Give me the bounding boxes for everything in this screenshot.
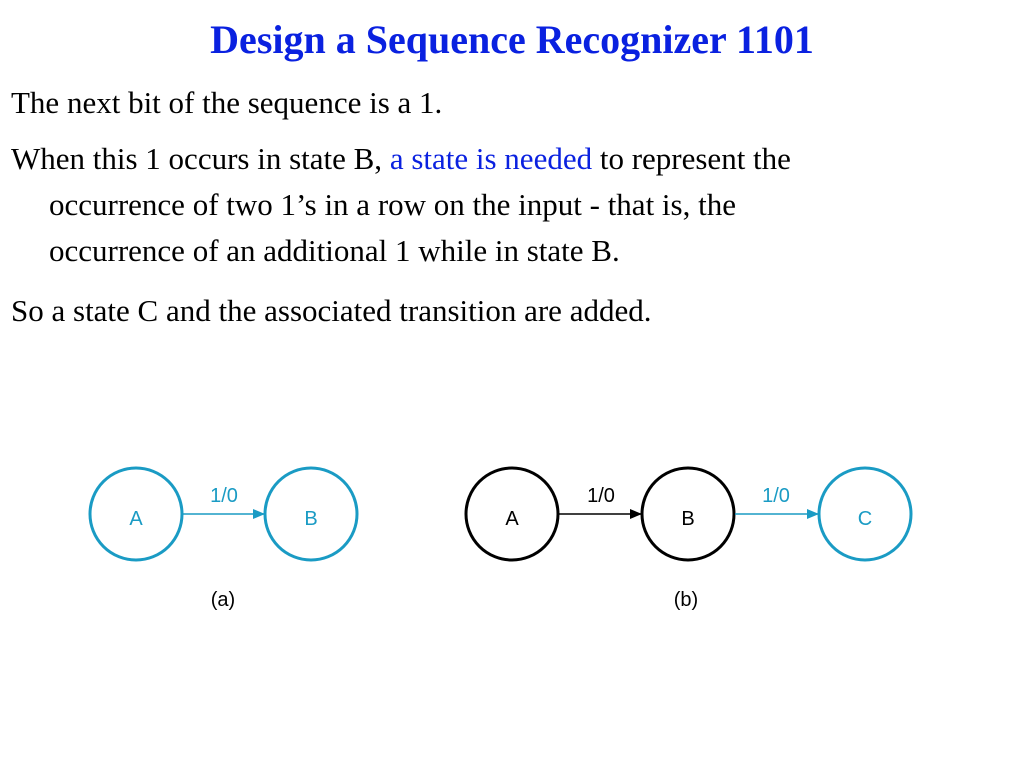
bullet-text: So a state C and the associated transition are added. bbox=[11, 293, 652, 328]
diagram-b bbox=[466, 468, 911, 611]
bullet-continuation-line: occurrence of two 1’s in a row on the input - that is, the bbox=[49, 187, 736, 222]
transition-b-to-c-label: 1/0 bbox=[762, 485, 790, 507]
diagram-a bbox=[90, 468, 357, 611]
bullet-continuation-line: occurrence of an additional 1 while in state B. bbox=[49, 233, 620, 268]
bullet-text: The next bit of the sequence is a 1. bbox=[11, 85, 443, 120]
state-diagrams bbox=[0, 440, 1024, 640]
transition-a-to-b-label: 1/0 bbox=[587, 485, 615, 507]
transition-a-to-b-label: 1/0 bbox=[210, 485, 238, 507]
state-b-label: B bbox=[304, 508, 318, 530]
bullet-text-start: When this 1 occurs in state B, bbox=[11, 141, 390, 176]
bullet-text-end: to represent the bbox=[592, 141, 791, 176]
diagram-a-caption: (a) bbox=[210, 589, 236, 611]
state-b-label: B bbox=[681, 508, 695, 530]
bullet-next-bit bbox=[11, 80, 1019, 126]
highlighted-phrase: a state is needed bbox=[389, 141, 593, 176]
state-c-label: C bbox=[857, 508, 873, 530]
diagram-b-caption: (b) bbox=[673, 589, 699, 611]
state-a-label: A bbox=[505, 508, 519, 530]
bullet-state-c-added bbox=[11, 288, 1019, 334]
slide-title: Design a Sequence Recognizer 1101 bbox=[210, 17, 814, 62]
state-a-label: A bbox=[129, 508, 143, 530]
bullet-state-needed bbox=[11, 136, 1019, 274]
